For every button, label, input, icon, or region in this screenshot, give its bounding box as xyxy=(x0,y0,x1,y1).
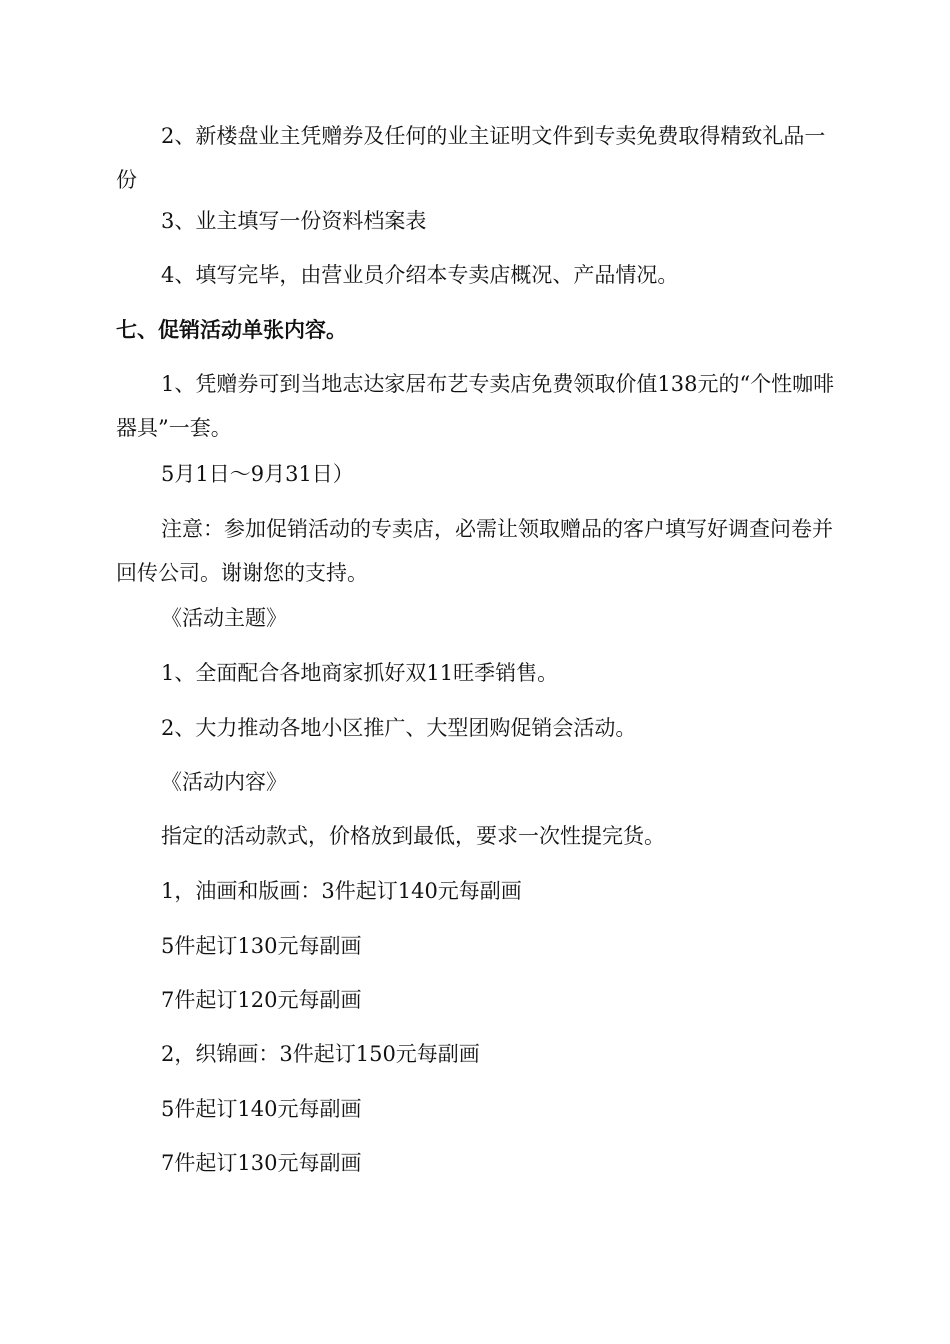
price-line-oil-painting-5: 5件起订130元每副画 xyxy=(161,934,362,958)
paragraph-date-range: 5月1日～9月31日） xyxy=(161,462,354,486)
paragraph-fill-form: 3、业主填写一份资料档案表 xyxy=(161,209,427,233)
section-heading-promotion-leaflet: 七、促销活动单张内容。 xyxy=(116,318,347,342)
paragraph-gift-for-new-owners: 2、新楼盘业主凭赠券及任何的业主证明文件到专卖免费取得精致礼品一份 xyxy=(116,124,826,192)
price-line-brocade-3: 2，织锦画：3件起订150元每副画 xyxy=(161,1042,480,1066)
price-line-oil-painting-3: 1，油画和版画：3件起订140元每副画 xyxy=(161,879,522,903)
subheading-activity-theme: 《活动主题》 xyxy=(161,606,287,630)
price-line-brocade-7: 7件起订130元每副画 xyxy=(161,1151,362,1175)
paragraph-specified-styles: 指定的活动款式，价格放到最低，要求一次性提完货。 xyxy=(161,824,665,848)
paragraph-theme-item-2: 2、大力推动各地小区推广、大型团购促销会活动。 xyxy=(161,716,637,740)
price-line-brocade-5: 5件起订140元每副画 xyxy=(161,1097,362,1121)
subheading-activity-content: 《活动内容》 xyxy=(161,770,287,794)
paragraph-coupon-gift: 1、凭赠券可到当地志达家居布艺专卖店免费领取价值138元的“个性咖啡器具”一套。 xyxy=(116,372,835,440)
paragraph-theme-item-1: 1、全面配合各地商家抓好双11旺季销售。 xyxy=(161,661,559,685)
paragraph-notice: 注意：参加促销活动的专卖店，必需让领取赠品的客户填写好调查问卷并回传公司。谢谢您的支持。 xyxy=(116,517,833,585)
paragraph-staff-introduction: 4、填写完毕，由营业员介绍本专卖店概况、产品情况。 xyxy=(161,263,679,287)
price-line-oil-painting-7: 7件起订120元每副画 xyxy=(161,988,362,1012)
